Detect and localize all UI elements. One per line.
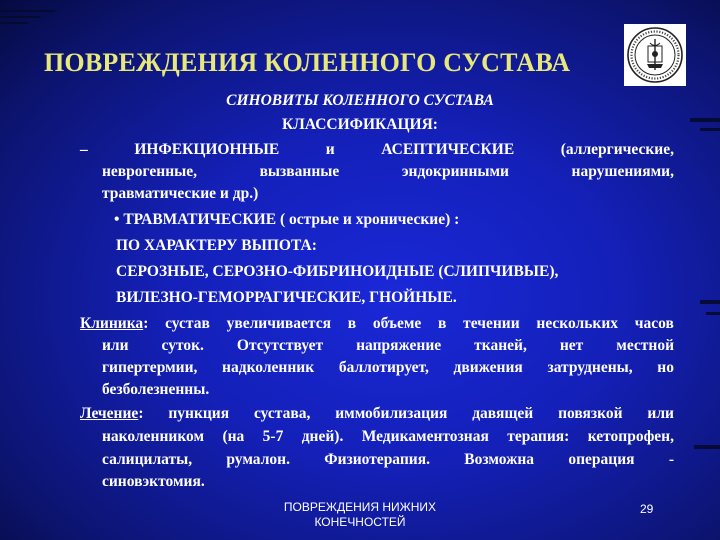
treatment-label-group [80, 405, 143, 423]
word: или [647, 405, 674, 422]
treatment-line-3 [102, 451, 674, 469]
word: гипертермии, [102, 359, 198, 376]
treatment-label: Лечение [80, 405, 139, 422]
clinic-label: Клиника [80, 315, 144, 332]
word: надколенник [222, 359, 315, 376]
word: сустав [165, 315, 210, 332]
word: дней). [301, 428, 344, 445]
clinic-line-4: безболезненны. [102, 381, 210, 398]
word: повязкой [558, 405, 623, 422]
classification-line-1 [80, 141, 674, 159]
word: наколенником [102, 428, 205, 445]
dash: – [80, 141, 88, 158]
word: нарушениями, [571, 163, 674, 180]
word: иммобилизация [335, 405, 448, 422]
word: кетопрофен, [587, 428, 674, 445]
word: терапия: [507, 428, 570, 445]
word: местной [616, 337, 674, 354]
page-number: 29 [640, 502, 654, 516]
word: румалон. [226, 451, 290, 468]
word: тканей, [474, 337, 527, 354]
word: салицилаты, [102, 451, 193, 468]
decor-bar [700, 300, 720, 304]
university-emblem-icon [624, 24, 686, 86]
traumatic-line-1 [114, 211, 459, 229]
word: в [347, 315, 357, 332]
bullet-icon: • [114, 211, 120, 228]
treatment-line-2 [102, 428, 674, 446]
word: напряжение [356, 337, 442, 354]
word: : [143, 315, 149, 332]
word: (аллергические, [560, 141, 674, 158]
word: - [668, 451, 674, 468]
slide-title: ПОВРЕЖДЕНИЯ КОЛЕННОГО СУСТАВА [44, 48, 571, 77]
word: Возможна [464, 451, 535, 468]
word: объеме [372, 315, 422, 332]
decor-bar [0, 16, 40, 18]
classification-line-2 [102, 163, 674, 181]
word: Отсутствует [236, 337, 324, 354]
word: течении [463, 315, 520, 332]
traumatic-line-2: ПО ХАРАКТЕРУ ВЫПОТА: [116, 237, 317, 254]
decor-bar [706, 312, 720, 315]
decor-bar [694, 445, 720, 449]
section-subtitle: СИНОВИТЫ КОЛЕННОГО СУСТАВА [226, 92, 494, 109]
clinic-label-group [80, 315, 148, 333]
word: увеличивается [226, 315, 331, 332]
treatment-line-4: синовэктомия. [102, 473, 205, 490]
word: в [438, 315, 447, 332]
word: Медикаментозная [361, 428, 489, 445]
footer-line-1: ПОВРЕЖДЕНИЯ НИЖНИХ [283, 500, 437, 514]
clinic-line-1 [80, 315, 674, 333]
traumatic-text: ТРАВМАТИЧЕСКИЕ ( острые и хронические) : [123, 211, 460, 228]
classification-heading: КЛАССИФИКАЦИЯ: [282, 116, 438, 133]
word: (на [222, 428, 245, 445]
classification-line-3: травматические и др.) [102, 185, 259, 202]
word: сустава, [253, 405, 311, 422]
word: операция [568, 451, 635, 468]
slide-footer [270, 500, 450, 530]
treatment-line-1 [80, 405, 674, 423]
word: но [657, 359, 674, 376]
word: баллотирует, [338, 359, 429, 376]
decor-bar [0, 10, 55, 12]
word: эндокринными [401, 163, 509, 180]
word: 5-7 [262, 428, 284, 445]
word: : [138, 405, 144, 422]
clinic-line-3 [102, 359, 674, 377]
traumatic-line-3: СЕРОЗНЫЕ, СЕРОЗНО-ФИБРИНОИДНЫЕ (СЛИПЧИВЫЕ), [116, 263, 559, 280]
word: суток. [161, 337, 204, 354]
word: часов [634, 315, 674, 332]
word: нет [559, 337, 584, 354]
word: Физиотерапия. [324, 451, 430, 468]
footer-line-2: КОНЕЧНОСТЕЙ [314, 515, 406, 529]
clinic-line-2 [102, 337, 674, 355]
word: неврогенные, [102, 163, 197, 180]
word: и [325, 141, 335, 158]
word: движения [453, 359, 523, 376]
word: вызванные [259, 163, 340, 180]
word: затруднены, [547, 359, 633, 376]
word: ИНФЕКЦИОННЫЕ [134, 141, 280, 158]
word: пункция [168, 405, 230, 422]
word: давящей [472, 405, 534, 422]
word: АСЕПТИЧЕСКИЕ [381, 141, 515, 158]
decor-bar [0, 22, 28, 24]
word: или [102, 337, 129, 354]
word: нескольких [536, 315, 619, 332]
traumatic-line-4: ВИЛЕЗНО-ГЕМОРРАГИЧЕСКИЕ, ГНОЙНЫЕ. [116, 289, 457, 306]
